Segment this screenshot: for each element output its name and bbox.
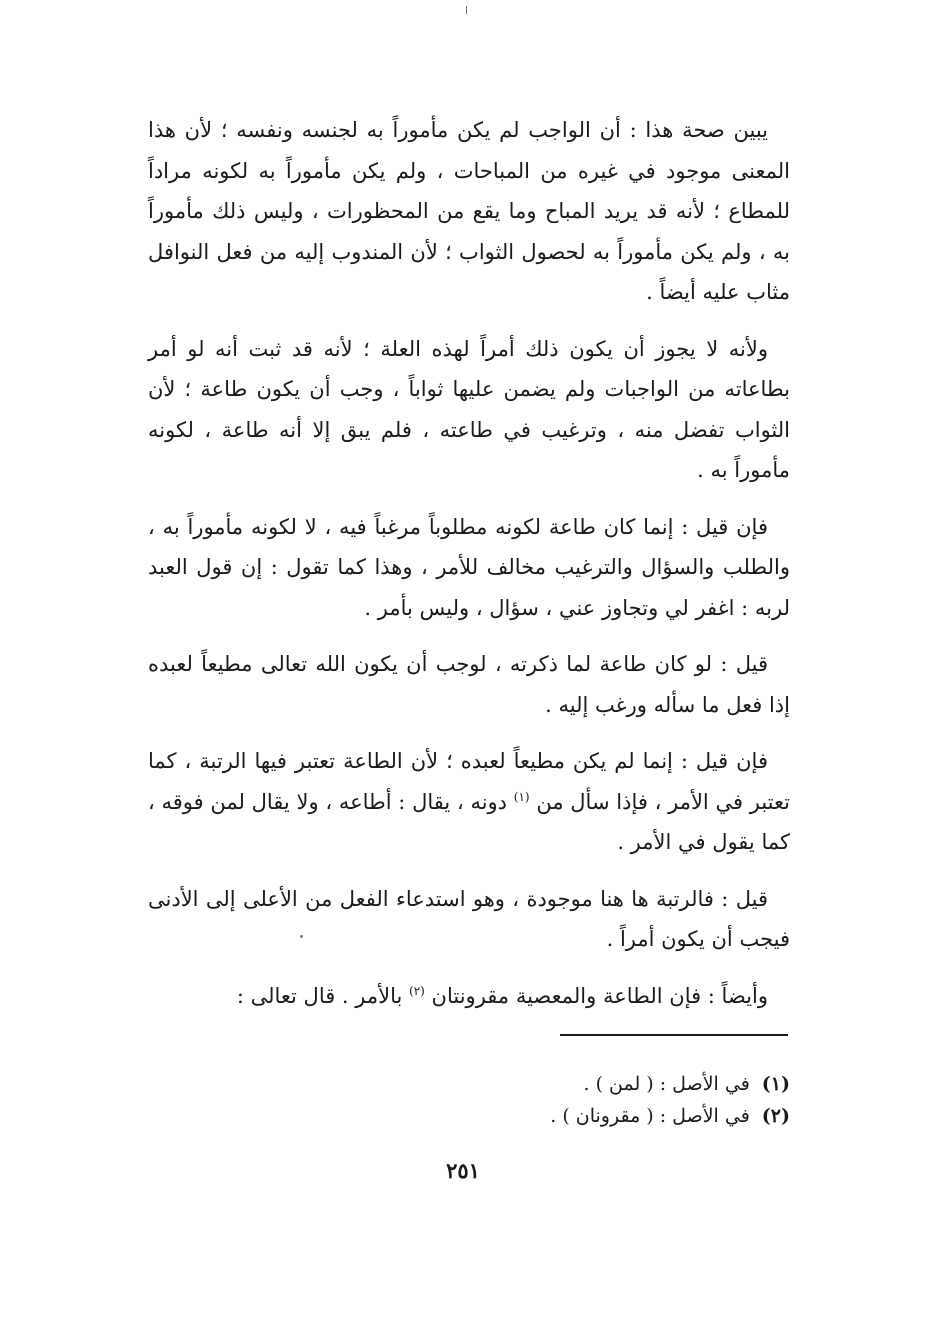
footnote-divider (560, 1034, 788, 1036)
paragraph-7 (148, 976, 790, 1017)
paragraph-7-text-start: وأيضاً : فإن الطاعة والمعصية مقرونتان (431, 983, 768, 1008)
footnote-2 (440, 1100, 790, 1132)
paragraph-5-text-start: فإن قيل : إنما لم يكن مطيعاً لعبده ؛ لأن الطاعة تعتبر فيها الرتبة ، كما تعتبر في الأمر ، فإذا سأل من (148, 749, 790, 814)
footnote-number: (٢) (761, 1105, 790, 1127)
main-text (148, 110, 790, 1016)
footnote-marker-1: (١) (513, 789, 530, 804)
paragraph-5 (148, 741, 790, 863)
footnote-1 (440, 1068, 790, 1100)
footnote-number: (١) (761, 1073, 790, 1095)
paragraph-1: يبين صحة هذا : أن الواجب لم يكن مأموراً به لجنسه ونفسه ؛ لأن هذا المعنى موجود في غيره من المباحات ، ولم يكن مأموراً به لكونه مراداً للمطاع ؛ لأنه قد يريد المباح وما يقع من المحظورات ، وليس ذلك مأموراً به ، ولم يكن مأموراً به لحصول الثواب ؛ لأن المندوب إليه من فعل النوافل مثاب عليه أيضاً . (148, 118, 790, 304)
footnote-marker-2: (٢) (409, 983, 425, 998)
paragraph-2: ولأنه لا يجوز أن يكون ذلك أمراً لهذه العلة ؛ لأنه قد ثبت أنه لو أمر بطاعاته من الواجبات ولم يضمن عليها ثواباً ، وجب أن يكون طاعة ؛ لأن الثواب تفضل منه ، وترغيب في طاعته ، فلم يبق إلا أنه طاعة ، لكونه مأموراً به . (148, 336, 790, 482)
paragraph-3: فإن قيل : إنما كان طاعة لكونه مطلوباً مرغباً فيه ، لا لكونه مأموراً به ، والطلب والسؤال والترغيب مخالف للأمر ، وهذا كما تقول : إن قول العبد لربه : اغفر لي وتجاوز عني ، سؤال ، وليس بأمر . (148, 514, 790, 620)
footnotes (440, 1068, 790, 1132)
page-number: ٢٥١ (446, 1158, 480, 1183)
paragraph-6: قيل : فالرتبة ها هنا موجودة ، وهو استدعاء الفعل من الأعلى إلى الأدنى فيجب أن يكون أمراً . (148, 886, 790, 951)
paragraph-4: قيل : لو كان طاعة لما ذكرته ، لوجب أن يكون الله تعالى مطيعاً لعبده إذا فعل ما سأله ورغب إليه . (148, 652, 790, 717)
paragraph-7-text-end: بالأمر . قال تعالى : (236, 983, 403, 1008)
scan-speck (466, 6, 467, 14)
paragraph-5-text-end: دونه ، يقال : أطاعه ، ولا يقال لمن فوقه ، كما يقول في الأمر . (148, 789, 790, 854)
footnote-text: في الأصل : ( مقرونان ) . (550, 1105, 750, 1127)
footnote-text: في الأصل : ( لمن ) . (583, 1073, 750, 1095)
scan-speck (300, 935, 303, 938)
